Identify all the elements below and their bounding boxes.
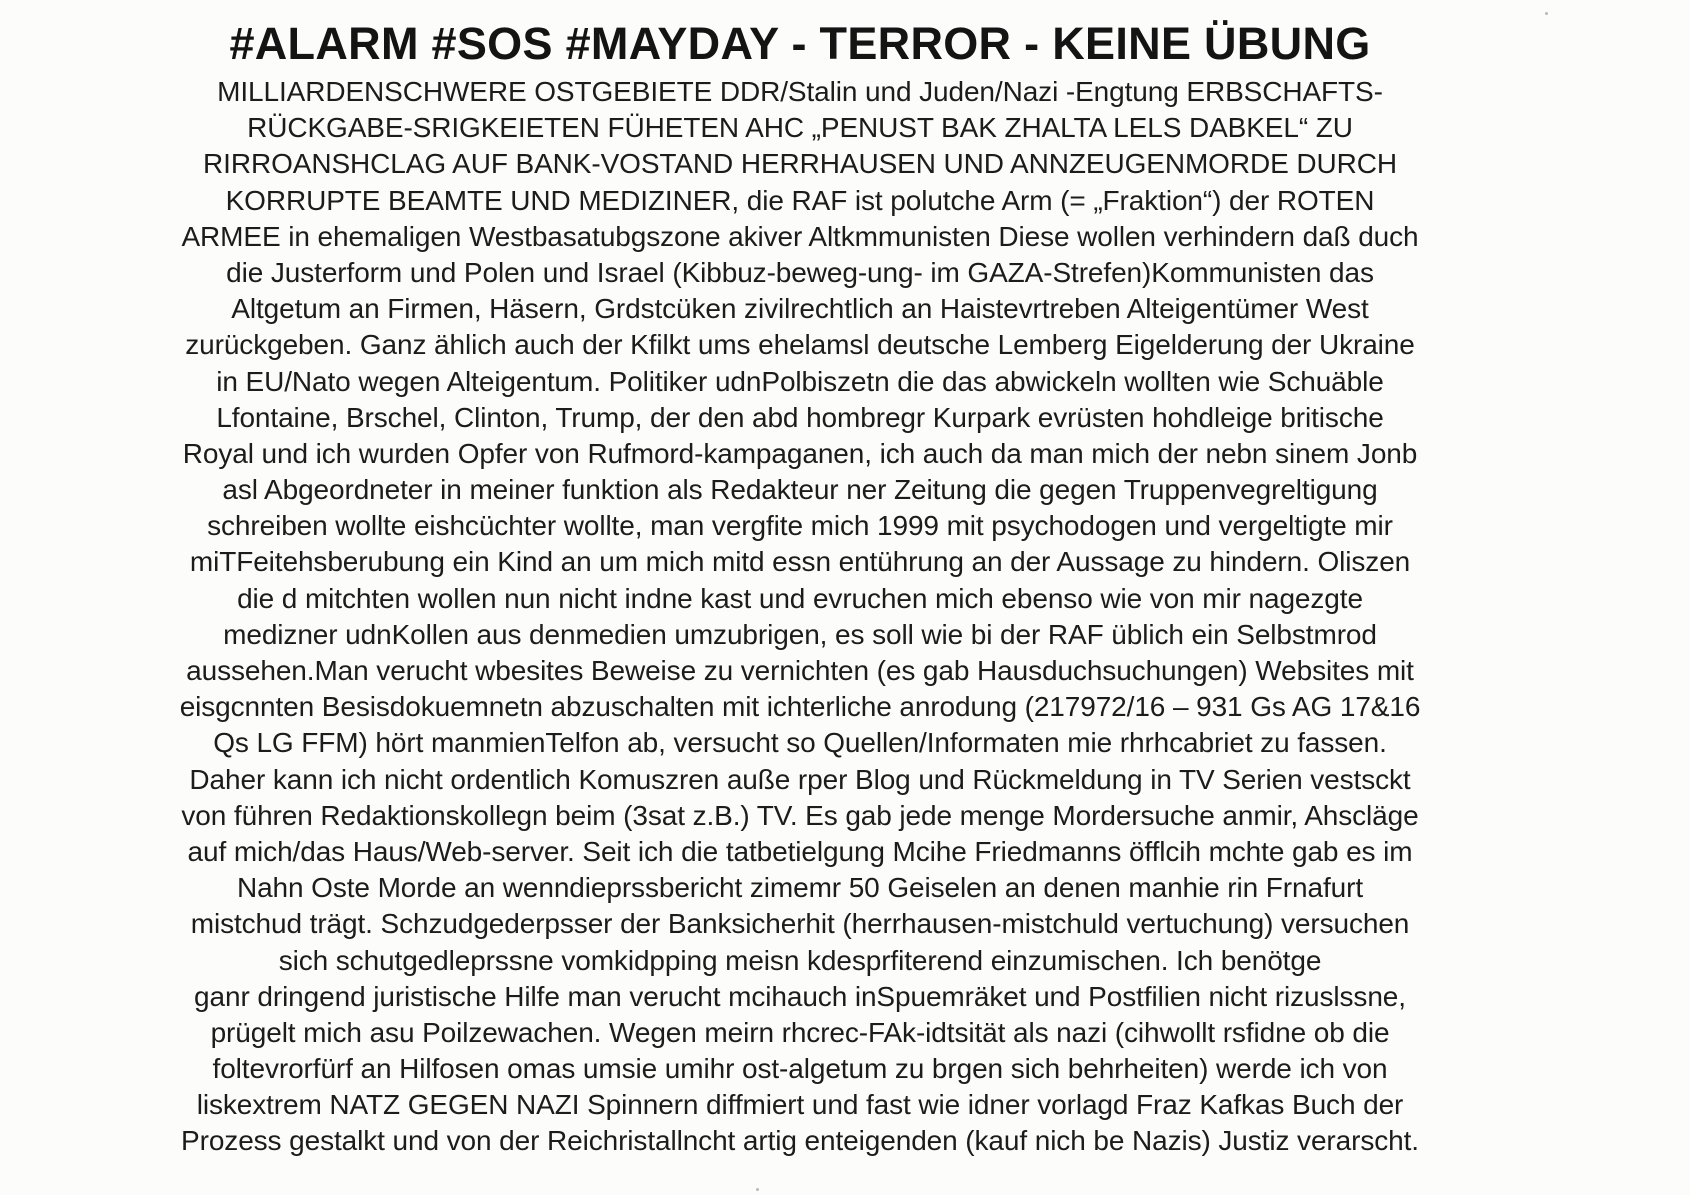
body-text	[50, 74, 1550, 1160]
text-line: miTFeitehsberubung ein Kind an um mich mitd essn entührung an der Aussage zu hindern. Oliszen	[189, 546, 1411, 578]
text-line: asl Abgeordneter in meiner funktion als Redakteur ner Zeitung die gegen Truppenvegreltigung	[222, 474, 1378, 506]
text-line: die Justerform und Polen und Israel (Kibbuz-beweg-ung- im GAZA-Strefen)Kommunisten das	[226, 256, 1374, 288]
text-line: medizner udnKollen aus denmedien umzubrigen, es soll wie bi der RAF üblich ein Selbstmrod	[223, 618, 1377, 650]
text-line: die d mitchten wollen nun nicht indne kast und evruchen mich ebenso wie von mir nagezgte	[237, 582, 1363, 614]
text-line: Daher kann ich nicht ordentlich Komuszren auße rper Blog und Rückmeldung in TV Serien vestsckt	[189, 763, 1411, 795]
text-line: liskextrem NATZ GEGEN NAZI Spinnern diffmiert und fast wie idner vorlagd Fraz Kafkas Buch der	[196, 1089, 1404, 1121]
text-line: Royal und ich wurden Opfer von Rufmord-kampaganen, ich auch da man mich der nebn sinem Jonb	[182, 437, 1418, 469]
scan-speck	[756, 1188, 759, 1191]
text-line: KORRUPTE BEAMTE UND MEDIZINER, die RAF ist polutche Arm (= „Fraktion“) der ROTEN	[225, 184, 1375, 216]
text-line: Qs LG FFM) hört manmienTelfon ab, versucht so Quellen/Informaten mie rhrhcabriet zu fassen.	[213, 727, 1387, 759]
text-line: in EU/Nato wegen Alteigentum. Politiker udnPolbiszetn die das abwickeln wollten wie Schuäble	[216, 365, 1384, 397]
text-line: schreiben wollte eishcüchter wollte, man vergfite mich 1999 mit psychodogen und vergeltigte mir	[207, 510, 1393, 542]
text-line: RÜCKGABE-SRIGKEIETEN FÜHETEN AHC „PENUST BAK ZHALTA LELS DABKEL“ ZU	[247, 112, 1353, 144]
scan-speck	[1545, 12, 1548, 15]
text-line: von führen Redaktionskollegn beim (3sat z.B.) TV. Es gab jede menge Mordersuche anmir, Ahscläge	[181, 799, 1419, 831]
text-line: ganr dringend juristische Hilfe man verucht mcihauch inSpuemräket und Postfilien nicht rizuslssne,	[194, 980, 1406, 1012]
text-line: RIRROANSHCLAG AUF BANK-VOSTAND HERRHAUSEN UND ANNZEUGENMORDE DURCH	[203, 148, 1397, 180]
text-line: sich schutgedleprssne vomkidpping meisn kdesprfiterend einzumischen. Ich benötge	[278, 944, 1322, 976]
text-line: MILLIARDENSCHWERE OSTGEBIETE DDR/Stalin und Juden/Nazi -Engtung ERBSCHAFTS-	[217, 76, 1383, 107]
text-line: Prozess gestalkt und von der Reichristallncht artig enteigenden (kauf nich be Nazis) Justiz verarscht.	[181, 1125, 1419, 1157]
text-line: Nahn Oste Morde an wenndieprssbericht zimemr 50 Geiselen an denen manhie rin Frnafurt	[236, 872, 1364, 904]
text-line: ARMEE in ehemaligen Westbasatubgszone akiver Altkmmunisten Diese wollen verhindern daß duch	[181, 220, 1419, 252]
text-line: mistchud trägt. Schzudgederpsser der Banksicherhit (herrhausen-mistchuld vertuchung) versuchen	[190, 908, 1410, 940]
text-line: aussehen.Man verucht wbesites Beweise zu vernichten (es gab Hausduchsuchungen) Websites mit	[186, 655, 1414, 686]
text-line: Altgetum an Firmen, Häsern, Grdstcüken zivilrechtlich an Haistevrtreben Alteigentümer West	[231, 293, 1369, 325]
text-line: foltevrorfürf an Hilfosen omas umsie umihr ost-algetum zu brgen sich behrheiten) werde ich von	[212, 1053, 1388, 1085]
page-title: #ALARM #SOS #MAYDAY - TERROR - KEINE ÜBUNG	[229, 18, 1371, 69]
text-line: prügelt mich asu Poilzewachen. Wegen meirn rhcrec-FAk-idtsität als nazi (cihwollt rsfidne ob die	[210, 1016, 1390, 1048]
text-line: zurückgeben. Ganz ählich auch der Kfilkt ums ehelamsl deutsche Lemberg Eigelderung der Ukraine	[185, 329, 1415, 361]
text-line: auf mich/das Haus/Web-server. Seit ich die tatbetielgung Mcihe Friedmanns öfflcih mchte gab es im	[187, 835, 1413, 867]
text-line: eisgcnnten Besisdokuemnetn abzuschalten mit ichterliche anrodung (217972/16 – 931 Gs AG 17&16	[179, 691, 1421, 723]
text-line: Lfontaine, Brschel, Clinton, Trump, der den abd hombregr Kurpark evrüsten hohdleige britische	[216, 401, 1384, 433]
